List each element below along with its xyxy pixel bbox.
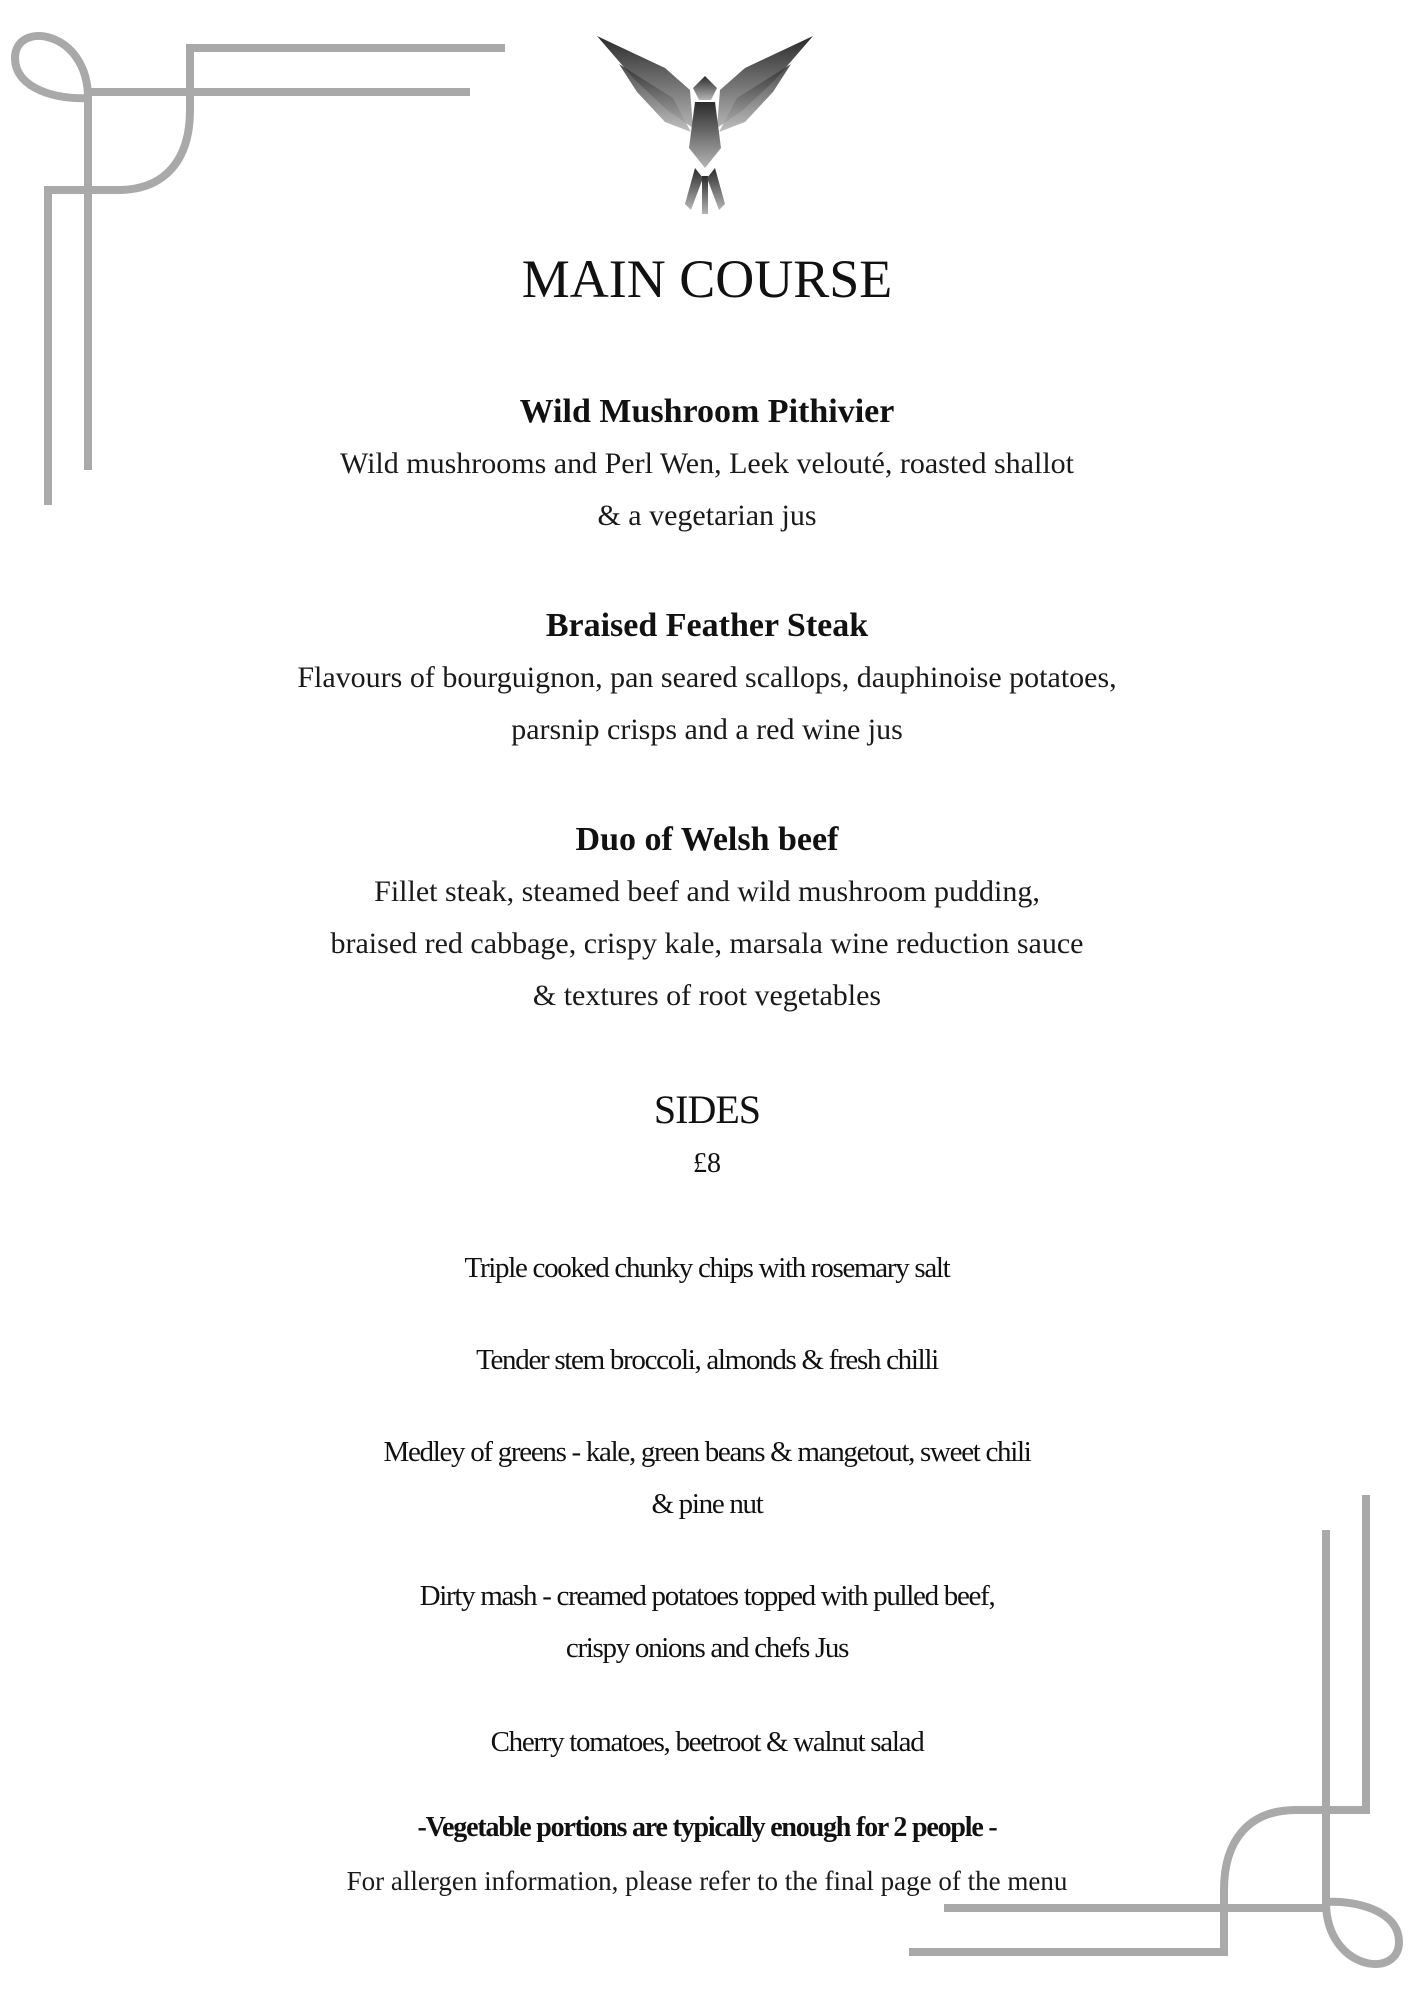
side-item (0, 1334, 1414, 1386)
dish-description-line: Fillet steak, steamed beef and wild mushroom pudding, (374, 875, 1040, 908)
page-title: MAIN COURSE (521, 249, 893, 309)
dish-name: Braised Feather Steak (545, 607, 869, 644)
side-item-line: Medley of greens - kale, green beans & mangetout, sweet chili (383, 1436, 1031, 1468)
side-item (0, 1570, 1414, 1674)
sides-heading: SIDES (653, 1087, 761, 1132)
dish-name: Duo of Welsh beef (575, 821, 839, 858)
dish-item (0, 386, 1414, 542)
dish-description-line: parsnip crisps and a red wine jus (511, 713, 903, 746)
portions-note: -Vegetable portions are typically enough for 2 people - (417, 1812, 997, 1843)
side-item (0, 1242, 1414, 1294)
side-item (0, 1426, 1414, 1530)
side-item-line: Dirty mash - creamed potatoes topped with pulled beef, (419, 1580, 995, 1612)
allergen-note: For allergen information, please refer to the final page of the menu (346, 1866, 1068, 1896)
side-item-line: & pine nut (651, 1488, 763, 1520)
dish-description-line: Wild mushrooms and Perl Wen, Leek velouté, roasted shallot (339, 447, 1074, 480)
dish-description-line: Flavours of bourguignon, pan seared scallops, dauphinoise potatoes, (297, 661, 1117, 694)
dish-description-line: & a vegetarian jus (597, 499, 817, 532)
dish-item (0, 600, 1414, 756)
dish-name: Wild Mushroom Pithivier (519, 393, 895, 430)
dish-description-line: & textures of root vegetables (532, 979, 882, 1012)
dish-item (0, 814, 1414, 1022)
dish-description-line: braised red cabbage, crispy kale, marsala wine reduction sauce (330, 927, 1084, 960)
side-item-line: Cherry tomatoes, beetroot & walnut salad (490, 1726, 924, 1758)
side-item-line: Tender stem broccoli, almonds & fresh chilli (476, 1344, 938, 1376)
side-item-line: crispy onions and chefs Jus (565, 1632, 849, 1664)
sides-price: £8 (693, 1148, 721, 1179)
side-item-line: Triple cooked chunky chips with rosemary salt (464, 1252, 950, 1284)
eagle-logo-icon (595, 28, 815, 218)
side-item (0, 1716, 1414, 1768)
